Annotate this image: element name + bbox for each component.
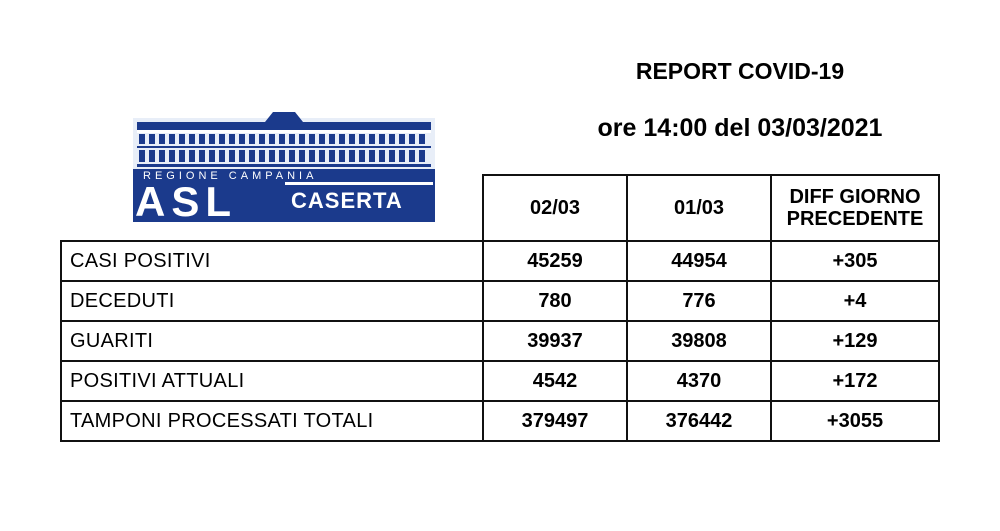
logo-asl-text: ASL (135, 178, 237, 222)
cell-0203: 780 (483, 281, 627, 321)
cell-0203: 4542 (483, 361, 627, 401)
table-row (61, 281, 939, 321)
header-date-0103: 01/03 (627, 175, 771, 241)
cell-0103: 4370 (627, 361, 771, 401)
cell-0203: 45259 (483, 241, 627, 281)
cell-diff: +305 (771, 241, 939, 281)
header-date-0203: 02/03 (483, 175, 627, 241)
report-title: REPORT COVID-19 (635, 58, 845, 84)
cell-0103: 776 (627, 281, 771, 321)
cell-0103: 44954 (627, 241, 771, 281)
table-row (61, 361, 939, 401)
cell-diff: +3055 (771, 401, 939, 441)
row-label: TAMPONI PROCESSATI TOTALI (61, 401, 483, 441)
cell-0203: 379497 (483, 401, 627, 441)
table-header-row (61, 175, 939, 241)
cell-diff: +4 (771, 281, 939, 321)
table-row (61, 241, 939, 281)
table-row (61, 321, 939, 361)
report-subtitle: ore 14:00 del 03/03/2021 (597, 114, 883, 142)
cell-0103: 39808 (627, 321, 771, 361)
logo-caserta-text: CASERTA (291, 188, 403, 213)
cell-diff: +172 (771, 361, 939, 401)
header-diff-line2: PRECEDENTE (786, 208, 924, 230)
cell-0203: 39937 (483, 321, 627, 361)
header-empty-cell (61, 175, 483, 241)
row-label: CASI POSITIVI (61, 241, 483, 281)
row-label: POSITIVI ATTUALI (61, 361, 483, 401)
header-diff (771, 175, 939, 241)
logo-region-text: REGIONE CAMPANIA (143, 170, 318, 182)
covid-report-table (60, 174, 940, 442)
row-label: GUARITI (61, 321, 483, 361)
table-row (61, 401, 939, 441)
header-diff-line1: DIFF GIORNO (789, 186, 921, 208)
row-label: DECEDUTI (61, 281, 483, 321)
cell-0103: 376442 (627, 401, 771, 441)
cell-diff: +129 (771, 321, 939, 361)
